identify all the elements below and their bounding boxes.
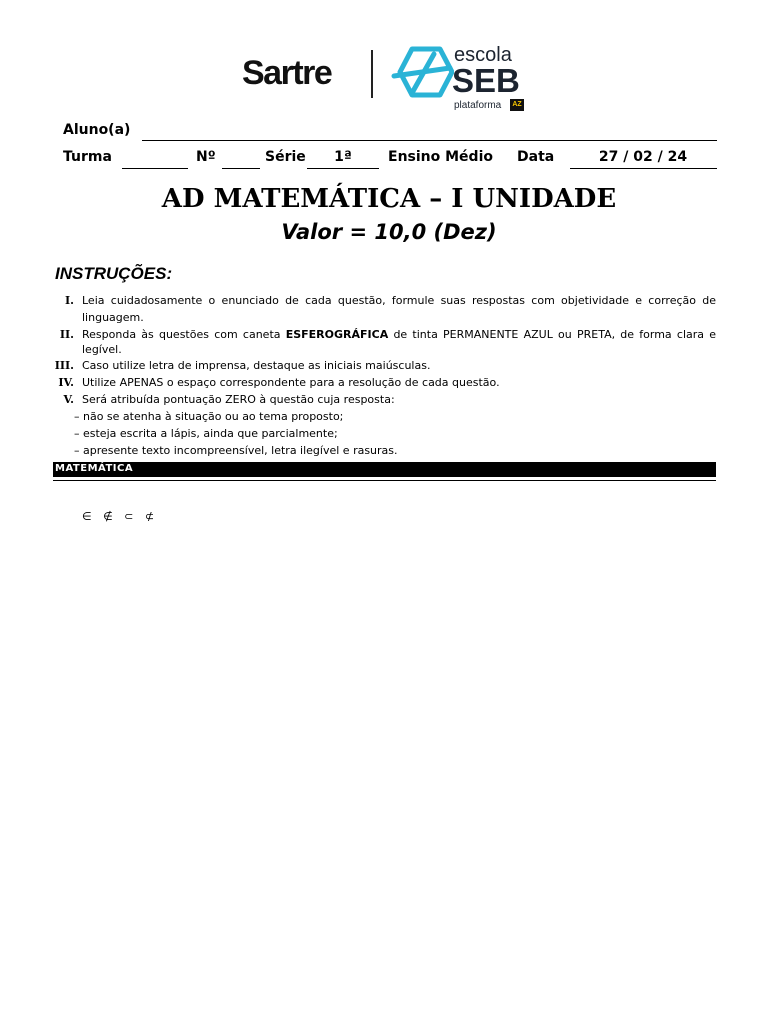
logo-divider xyxy=(371,50,373,98)
az-badge: AZ xyxy=(510,99,524,111)
section-header-bar xyxy=(53,462,716,477)
seb-logo-icon xyxy=(390,46,454,98)
serie-label: Série xyxy=(265,149,306,165)
instructions-heading: INSTRUÇÕES: xyxy=(55,264,173,283)
aluno-input-line[interactable] xyxy=(142,140,717,141)
data-label: Data xyxy=(517,149,555,165)
data-value: 27 / 02 / 24 xyxy=(598,149,688,165)
section-divider xyxy=(53,480,716,481)
serie-value: 1ª xyxy=(334,149,352,165)
instruction-item xyxy=(54,357,716,374)
ensino-label: Ensino Médio xyxy=(388,149,493,165)
instruction-text: Leia cuidadosamente o enunciado de cada questão, formule suas respostas com objetividade e correção de linguagem. xyxy=(82,294,716,324)
instruction-item xyxy=(54,292,716,326)
instruction-number: IV. xyxy=(58,376,74,389)
instruction-text: Caso utilize letra de imprensa, destaque as iniciais maiúsculas. xyxy=(82,359,431,372)
school-logo xyxy=(240,44,530,116)
page-title: AD MATEMÁTICA – I UNIDADE xyxy=(161,184,617,214)
escola-text: escola xyxy=(454,44,512,66)
instruction-number: II. xyxy=(59,328,74,341)
serie-input-line[interactable] xyxy=(307,168,379,169)
instruction-bullet: – apresente texto incompreensível, letra ilegível e rasuras. xyxy=(74,444,398,457)
instruction-text-pre: Responda às questões com caneta xyxy=(82,328,286,341)
page-subtitle: Valor = 10,0 (Dez) xyxy=(281,220,497,244)
turma-label: Turma xyxy=(63,149,112,165)
section-title: MATEMÁTICA xyxy=(55,463,134,474)
plataforma-text: plataforma xyxy=(454,100,502,111)
instruction-text xyxy=(82,326,716,357)
instruction-number: V. xyxy=(63,393,74,406)
instruction-item xyxy=(54,326,716,357)
instruction-item xyxy=(54,391,716,408)
data-input-line[interactable] xyxy=(570,168,717,169)
aluno-label: Aluno(a) xyxy=(63,122,131,138)
instruction-text-post: de tinta PERMANENTE AZUL ou PRETA, de forma clara e legível. xyxy=(82,328,716,356)
numero-label: Nº xyxy=(196,149,216,165)
instruction-item xyxy=(54,374,716,391)
seb-text: SEB xyxy=(452,62,520,99)
turma-input-line[interactable] xyxy=(122,168,188,169)
instruction-bullet: – não se atenha à situação ou ao tema proposto; xyxy=(74,410,344,423)
instruction-text-bold: ESFEROGRÁFICA xyxy=(285,328,389,341)
math-symbols: ∈ ∉ ⊂ ⊄ xyxy=(82,510,159,523)
instruction-number: III. xyxy=(54,359,74,372)
instruction-text: Utilize APENAS o espaço correspondente para a resolução de cada questão. xyxy=(82,376,500,389)
sartre-logo-text: Sartre xyxy=(242,54,332,92)
instructions-list xyxy=(54,292,716,459)
instruction-text: Será atribuída pontuação ZERO à questão cuja resposta: xyxy=(82,393,395,406)
instruction-bullet: – esteja escrita a lápis, ainda que parcialmente; xyxy=(74,427,338,440)
numero-input-line[interactable] xyxy=(222,168,260,169)
instruction-number: I. xyxy=(65,294,74,307)
